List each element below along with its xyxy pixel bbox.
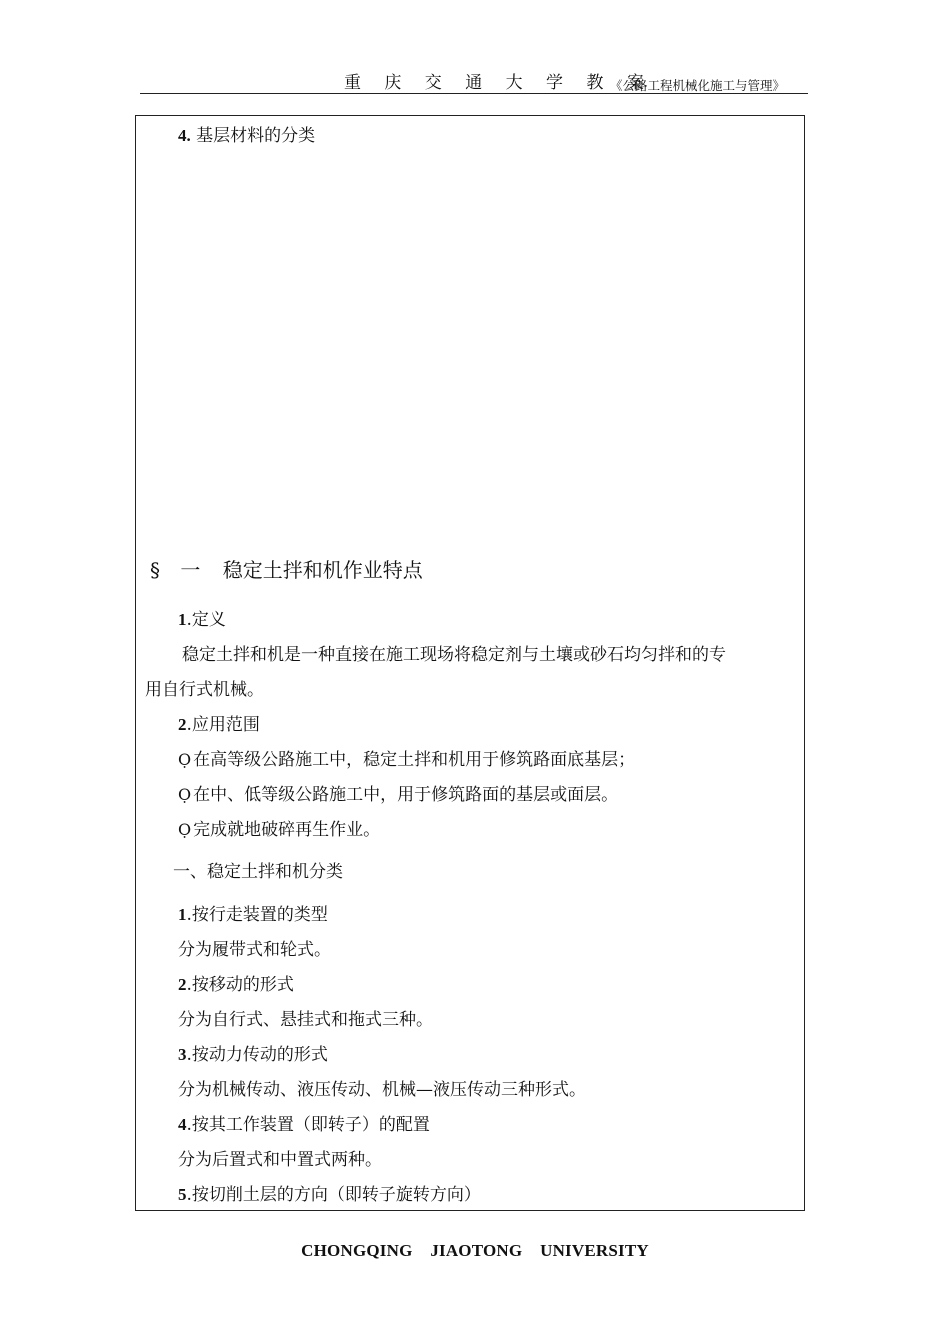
- class-3-number: 3: [178, 1045, 187, 1064]
- definition-label: .定义: [186, 610, 226, 630]
- scope-bullet-1: [178, 749, 635, 771]
- class-4-body: 分为后置式和中置式两种。: [178, 1150, 382, 1170]
- section-symbol: §: [150, 558, 160, 582]
- definition-body-line-1: 稳定土拌和机是一种直接在施工现场将稳定剂与土壤或砂石均匀拌和的专: [182, 645, 726, 665]
- definition-heading: [178, 609, 226, 631]
- class-4-title: .按其工作装置（即转子）的配置: [186, 1115, 430, 1135]
- class-1-heading: [178, 904, 328, 926]
- item-4-number: 4.: [178, 126, 191, 145]
- footer-university: CHONGQING JIAOTONG UNIVERSITY: [301, 1241, 649, 1260]
- scope-bullet-text: 在高等级公路施工中，稳定土拌和机用于修筑路面底基层；: [193, 750, 636, 770]
- scope-heading: [178, 714, 260, 736]
- class-4-number: 4: [178, 1115, 187, 1134]
- scope-bullet-text: 完成就地破碎再生作业。: [193, 820, 381, 840]
- bullet-icon: Ọ: [178, 820, 192, 839]
- subsection-heading: 一、稳定土拌和机分类: [173, 862, 343, 882]
- header-course-title: 《公路工程机械化施工与管理》: [610, 78, 786, 93]
- class-4-heading: [178, 1114, 430, 1136]
- scope-number: 2: [178, 715, 187, 734]
- definition-number: 1: [178, 610, 187, 629]
- class-3-body: 分为机械传动、液压传动、机械—液压传动三种形式。: [178, 1080, 586, 1100]
- class-2-heading: [178, 974, 294, 996]
- class-5-title: .按切削土层的方向（即转子旋转方向）: [186, 1185, 481, 1205]
- scope-label: .应用范围: [186, 715, 260, 735]
- class-1-number: 1: [178, 905, 187, 924]
- class-3-title: .按动力传动的形式: [186, 1045, 328, 1065]
- class-3-heading: [178, 1044, 328, 1066]
- class-1-title: .按行走装置的类型: [186, 905, 328, 925]
- class-2-body: 分为自行式、悬挂式和拖式三种。: [178, 1010, 433, 1030]
- scope-bullet-2: [178, 784, 618, 806]
- section-heading: [150, 559, 423, 581]
- bullet-icon: Ọ: [178, 785, 192, 804]
- definition-body-line-2: 用自行式机械。: [145, 680, 264, 700]
- section-title: 稳定土拌和机作业特点: [222, 558, 423, 582]
- bullet-icon: Ọ: [178, 750, 192, 769]
- class-5-heading: [178, 1184, 481, 1206]
- header-rule: [140, 93, 808, 94]
- scope-bullet-text: 在中、低等级公路施工中，用于修筑路面的基层或面层。: [193, 785, 619, 805]
- header-university: 重 庆 交 通 大 学 教 案: [344, 73, 653, 93]
- class-2-title: .按移动的形式: [186, 975, 294, 995]
- item-4-heading: [178, 125, 315, 147]
- section-number: 一: [180, 558, 201, 582]
- scope-bullet-3: [178, 819, 380, 841]
- item-4-text: 基层材料的分类: [196, 126, 316, 146]
- class-5-number: 5: [178, 1185, 187, 1204]
- class-1-body: 分为履带式和轮式。: [178, 940, 331, 960]
- class-2-number: 2: [178, 975, 187, 994]
